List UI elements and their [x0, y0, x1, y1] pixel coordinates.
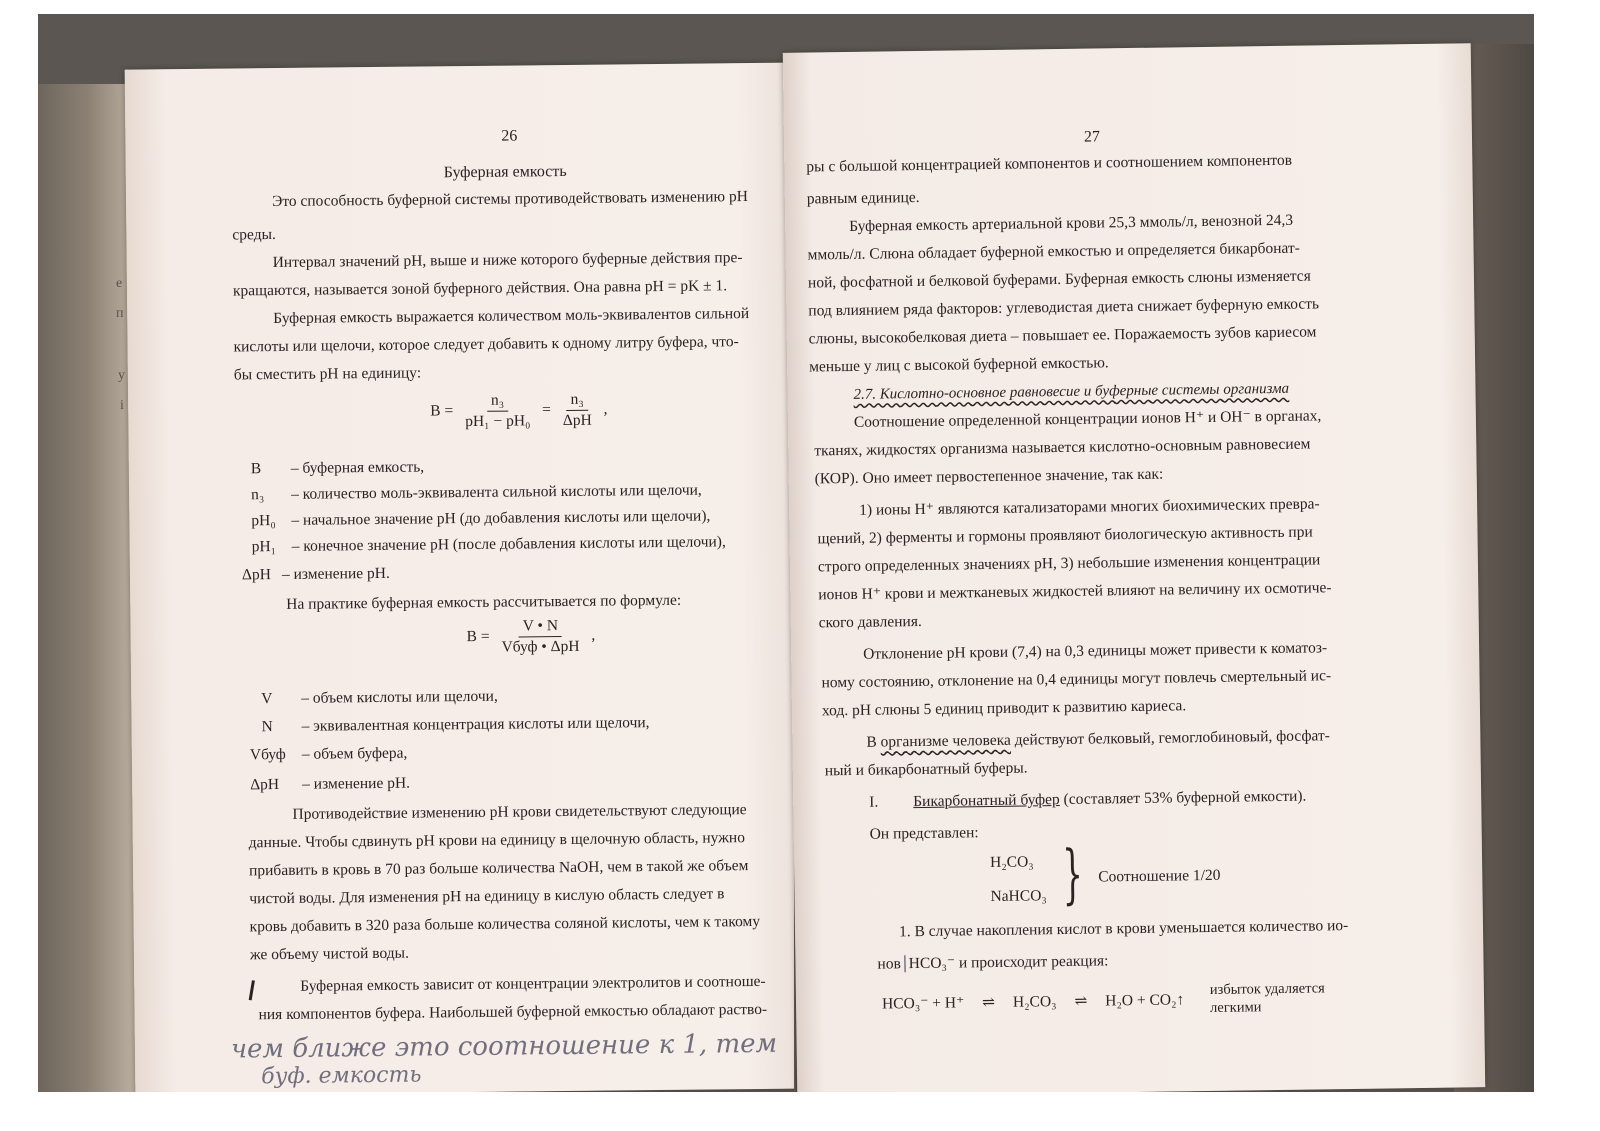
paragraph-line: ния компонентов буфера. Наибольшей буферной емкостью обладают раство- [258, 1000, 768, 1024]
paragraph-line: меньше у лиц с высокой буферной емкостью. [809, 354, 1109, 376]
formula-denominator: pH₁ − pH₀ [465, 412, 531, 431]
paragraph-line: кислоты или щелочи, которое следует добавить к одному литру буфера, что- [233, 333, 739, 356]
reaction-note: легкими [1210, 999, 1262, 1016]
definition-row: ΔpH – изменение pH. [250, 774, 411, 794]
paragraph-line: Он представлен: [869, 824, 979, 843]
formula-tail: , [591, 626, 596, 644]
left-page-number: 26 [501, 127, 518, 145]
underlined-phrase: Бикарбонатный буфер [913, 791, 1060, 811]
edge-letter: п [116, 306, 124, 321]
ratio-text: Соотношение 1/20 [1098, 866, 1221, 886]
buffer-component: NaHCO₃ [990, 887, 1047, 906]
edge-letter: у [118, 368, 125, 383]
definition-row: V – объем кислоты или щелочи, [261, 687, 498, 708]
definition-row: pH₁ – конечное значение pH (после добавления кислоты или щелочи), [251, 533, 726, 556]
paragraph-line: строго определенных значениях pH, 3) небольшие изменения концентрации [817, 551, 1321, 576]
definition-row: n₃ – количество моль-эквивалента сильной кислоты или щелочи, [251, 481, 702, 504]
paragraph-line: тканях, жидкостях организма называется кислотно-основным равновесием [814, 435, 1311, 460]
formula-equals: = [542, 401, 551, 419]
paragraph-line: ионов H⁺ крови и межтканевых жидкостей влияют на величину их осмотиче- [818, 579, 1332, 604]
gas-up-arrow: ↑ [1176, 991, 1185, 1009]
formula-denominator: Vбуф • ΔpH [501, 637, 580, 656]
formula-numerator: V • N [519, 617, 563, 637]
ion-formula: HCO₃⁻ [905, 955, 956, 973]
paragraph-line: кровь добавить в 320 раза больше количества соляной кислоты, чем к такому [249, 912, 761, 936]
paragraph-line: же объему чистой воды. [249, 944, 410, 964]
formula-numerator: n₃ [487, 392, 508, 412]
paragraph-line: под влиянием ряда факторов: углеводистая диета снижает буферную емкость [808, 295, 1320, 320]
paragraph-line: ход. pH слюны 5 единиц приводит к развитию кариеса. [821, 697, 1187, 720]
paragraph-line: равным единице. [806, 188, 920, 208]
paragraph-line: прибавить в кровь в 70 раз больше количества NaOH, чем в такой же объем [248, 857, 749, 880]
right-page [783, 43, 1486, 1092]
definition-row: ΔpH – изменение pH. [241, 564, 390, 584]
paragraph-line: чистой воды. Для изменения pH на единицу в кислую область следует в [249, 885, 725, 908]
paragraph-line: Противодействие изменению pH крови свидетельствуют следующие [292, 801, 747, 823]
paragraph-line: Буферная емкость артериальной крови 25,3 ммоль/л, венозной 24,3 [849, 211, 1294, 235]
left-page [125, 62, 816, 1092]
paragraph-line: Соотношение определенной концентрации ионов H⁺ и OH⁻ в органах, [853, 407, 1322, 431]
right-page-number: 27 [1083, 128, 1101, 146]
paragraph-line: нов HCO₃⁻ и происходит реакция: [877, 952, 1109, 973]
edge-letter: і [120, 398, 124, 413]
paragraph-line: Интервал значений pH, выше и ниже которого буферные действия пре- [272, 249, 743, 272]
book-scan [38, 14, 1534, 1092]
formula-lhs: B = [466, 627, 490, 646]
section-title: 2.7. Кислотно-основное равновесие и буферные системы организма [853, 380, 1290, 403]
formula-buffer-capacity [430, 391, 608, 432]
paragraph-line: ный и бикарбонатный буферы. [824, 759, 1028, 780]
paragraph-line: 1) ионы H⁺ являются катализаторами многих биохимических превра- [859, 495, 1320, 519]
definition-row: Vбуф – объем буфера, [249, 744, 408, 764]
list-item-heading: I. Бикарбонатный буфер (составляет 53% буферной емкости). [869, 787, 1307, 811]
handwritten-note: буф. емкость [261, 1062, 422, 1090]
formula-lhs: B = [430, 402, 454, 420]
chemical-reaction: HCO₃⁻ + H⁺ ⇌ H₂CO₃ ⇌ H₂O + CO₂↑ [881, 991, 1185, 1013]
formula-fraction-1 [461, 391, 535, 431]
formula-fraction [497, 617, 583, 657]
paragraph-line: Отклонение pH крови (7,4) на 0,3 единицы может привести к коматоз- [863, 639, 1328, 663]
underlined-phrase: организме человека [880, 731, 1011, 751]
paragraph-line: Буферная емкость выражается количеством моль-эквивалентов сильной [273, 305, 750, 328]
reaction-note: избыток удаляется [1209, 980, 1325, 998]
equilibrium-arrow: ⇌ [1074, 992, 1088, 1010]
edge-letter: е [116, 276, 123, 291]
formula-tail: , [603, 400, 608, 418]
paragraph-line: слюны, высокобелковая диета – повышает ее. Поражаемость зубов кариесом [808, 323, 1317, 348]
formula-numerator: n₃ [566, 391, 587, 411]
paragraph-line: данные. Чтобы сдвинуть pH крови на единицу в щелочную область, нужно [248, 829, 745, 852]
handwritten-note: чем ближе это соотношение к 1, тем [230, 1028, 778, 1065]
paragraph-line: На практике буферная емкость рассчитывается по формуле: [286, 591, 682, 613]
definition-row: pH₀ – начальное значение pH (до добавления кислоты или щелочи), [251, 507, 711, 530]
paragraph-line: ского давления. [818, 612, 922, 632]
formula-fraction-2 [559, 391, 596, 430]
pencil-mark [249, 980, 255, 1000]
paragraph-line: ммоль/л. Слюна обладает буферной емкостью и определяется бикарбонат- [807, 239, 1301, 264]
buffer-component: H₂CO₃ [989, 853, 1034, 872]
paragraph-line: ному состоянию, отклонение на 0,4 единицы могут повлечь смертельный ис- [821, 667, 1332, 692]
definition-row: B – буферная емкость, [250, 458, 425, 478]
formula-practical [466, 617, 595, 657]
paragraph-line: Это способность буферной системы противодействовать изменению pH [271, 188, 748, 211]
paragraph-line: кращаются, называется зоной буферного действия. Она равна pH = pK ± 1. [232, 277, 728, 300]
paragraph-line: среды. [232, 226, 276, 244]
section-heading: Буферная емкость [443, 162, 567, 182]
equilibrium-arrow: ⇌ [981, 993, 996, 1012]
curly-brace: } [1061, 837, 1084, 913]
formula-denominator: ΔpH [562, 411, 592, 430]
paragraph-line: ры с большой концентрацией компонентов и соотношением компонентов [806, 151, 1293, 176]
paragraph-line: ной, фосфатной и белковой буферами. Буферная емкость слюны изменяется [807, 267, 1311, 292]
paragraph-line: щений, 2) ферменты и гормоны проявляют биологическую активность при [817, 523, 1313, 548]
paragraph-line: (КОР). Оно имеет первостепенное значение, так как: [814, 465, 1164, 488]
paragraph-line: бы сместить pH на единицу: [233, 364, 422, 384]
paragraph-line: В организме человека действуют белковый, гемоглобиновый, фосфат- [866, 727, 1330, 751]
definition-row: N – эквивалентная концентрация кислоты или щелочи, [261, 714, 650, 736]
paragraph-line: 1. В случае накопления кислот в крови уменьшается количество ио- [898, 917, 1349, 941]
paragraph-line: Буферная емкость зависит от концентрации электролитов и соотноше- [300, 972, 766, 995]
